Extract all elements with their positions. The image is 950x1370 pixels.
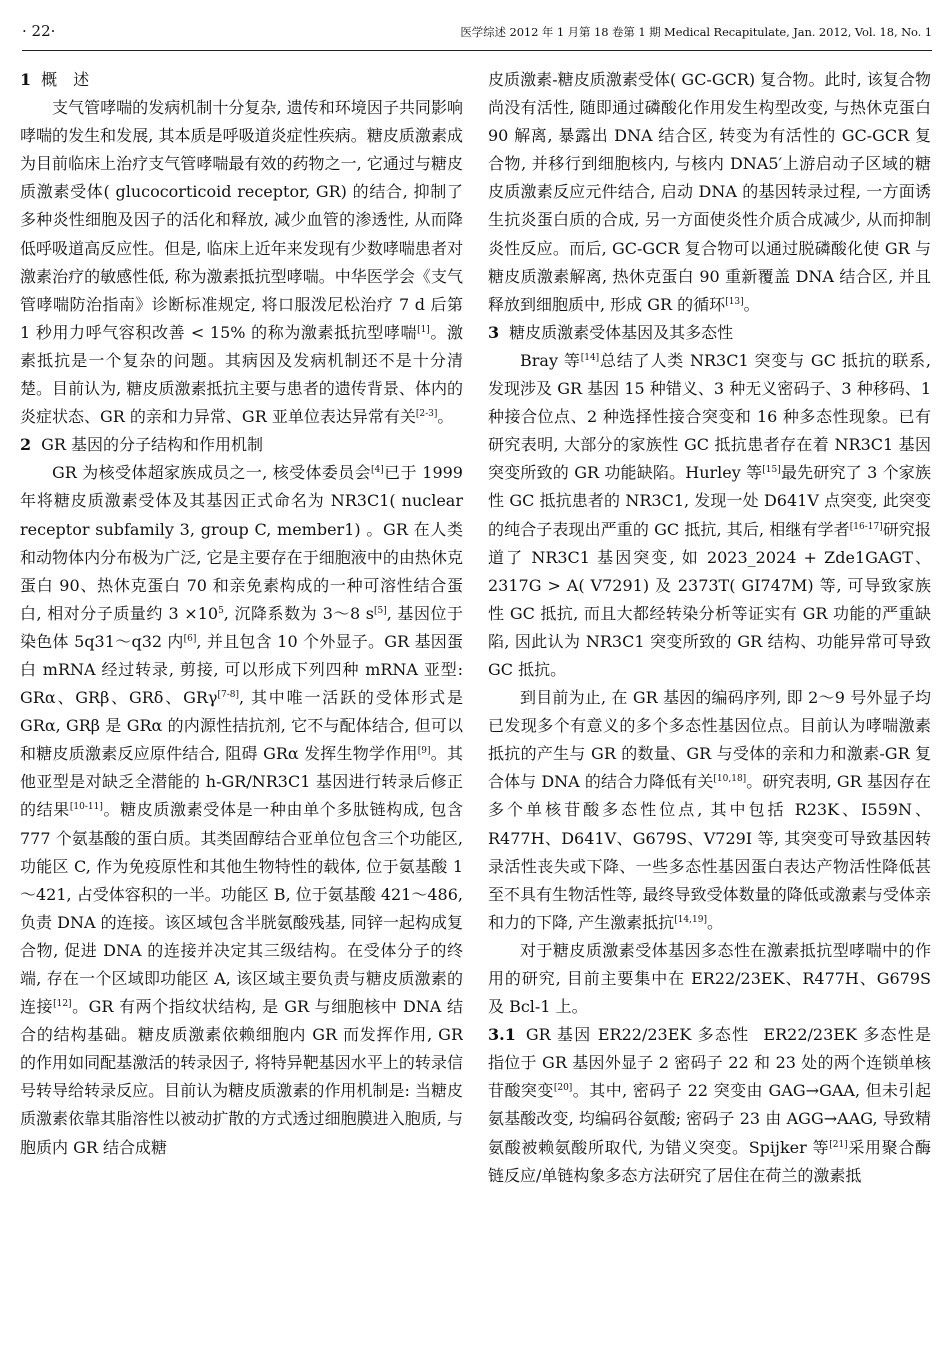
exponent: 5 — [218, 605, 224, 616]
paragraph: GR 为核受体超家族成员之一, 核受体委员会[4]已于 1999 年将糖皮质激素受体及其基因正式命名为 NR3C1( nuclear receptor subfamily 3, group C, member1) 。GR 在人类和动物体内分布极为广泛, 它是主要存在于细胞液中的由热休克蛋白 90、热休克蛋白 70 和亲免素构成的一种可溶性结合蛋白, 相对分子质量约 $3 \times 10^5$, 沉降系数为 3～8 s[5], 基因位于染色体 5q31～q32 内[6], 并且包含 10 个外显子。GR 基因蛋白 mRNA 经过转录, 剪接, 可以形成下列四种 mRNA 亚型: GRα、GRβ、GRδ、GRγ[7-8], 其中唯一活跃的受体形式是 GRα, GRβ 是 GRα 的内源性拮抗剂, 它不与配体结合, 但可以和糖皮质激素反应原件结合, 阻碍 GRα 发挥生物学作用[9]。其他亚型是对缺乏全潜能的 h-GR/NR3C1 基因进行转录后修正的结果[10-11]。糖皮质激素受体是一种由单个多肽链构成, 包含 777 个氨基酸的蛋白质。其类固醇结合亚单位包含三个功能区, 功能区 C, 作为免疫原性和其他生物特性的载体, 位于氨基酸 1～421, 占受体容积的一半。功能区 B, 位于氨基酸 421～486, 负责 DNA 的连接。该区域包含半胱氨酸残基, 同锌一起构成复合物, 促进 DNA 的连接并决定其三级结构。在受体分子的终端, 存在一个区域即功能区 A, 该区域主要负责与糖皮质激素的连接[12]。GR 有两个指纹状结构, 是 GR 与细胞核中 DNA 结合的结构基础。糖皮质激素依赖细胞内 GR 而发挥作用, GR 的作用如同配基激活的转录因子, 将特异靶基因水平上的转录信号转导给转录反应。目前认为糖皮质激素的作用机制是: 当糖皮质激素依靠其脂溶性以被动扩散的方式透过细胞膜进入胞质, 与胞质内 GR 结合成糖 — [20, 463, 463, 1157]
citation: [14,19] — [674, 914, 707, 925]
section-3-heading — [488, 319, 931, 347]
section-2-heading — [20, 431, 463, 459]
section-number: 2 — [20, 435, 32, 455]
citation: [5] — [373, 605, 387, 616]
citation: [16-17] — [849, 521, 883, 532]
paragraph: 对于糖皮质激素受体基因多态性在激素抵抗型哮喘中的作用的研究, 目前主要集中在 ER22/23EK、R477H、G679S 及 Bcl-1 上。 — [488, 940, 931, 1017]
section-title: 糖皮质激素受体基因及其多态性 — [509, 322, 734, 342]
citation: [2-3] — [415, 409, 438, 420]
page-header — [22, 18, 932, 51]
section-1-heading — [20, 66, 463, 94]
citation: [7-8] — [217, 690, 239, 701]
right-column — [488, 66, 931, 1356]
citation: [15] — [762, 465, 781, 476]
citation: [12] — [53, 999, 72, 1010]
citation: [9] — [417, 746, 431, 757]
citation: [21] — [829, 1139, 848, 1150]
citation: [4] — [370, 465, 384, 476]
page-number: · 22· — [22, 22, 56, 40]
citation: [13] — [725, 296, 744, 307]
subsection-title: GR 基因 ER22/23EK 多态性 — [525, 1025, 750, 1045]
paragraph: 到目前为止, 在 GR 基因的编码序列, 即 2～9 号外显子均已发现多个有意义的多个多态性基因位点。目前认为哮喘激素抵抗的产生与 GR 的数量、GR 与受体的亲和力和激素-GR 复合体与 DNA 的结合力降低有关[10,18]。研究表明, GR 基因存在多个单核苷酸多态性位点, 其中包括 R23K、I559N、R477H、D641V、G679S、V729I 等, 其突变可导致基因转录活性丧失或下降、一些多态性基因蛋白表达产物活性降低甚至不具有生物活性等, 最终导致受体数量的降低或激素与受体亲和力的下降, 产生激素抵抗[14,19]。 — [488, 688, 931, 932]
paragraph-continued: 皮质激素-糖皮质激素受体( GC-GCR) 复合物。此时, 该复合物尚没有活性, 随即通过磷酸化作用发生构型改变, 与热休克蛋白 90 解离, 暴露出 DNA 结合区, 转变为有活性的 GC-GCR 复合物, 并移行到细胞核内, 与核内 DNA5′上游启动子区域的糖皮质激素反应元件结合, 启动 DNA 的基因转录过程, 一方面诱生抗炎蛋白质的合成, 另一方面使炎性介质合成减少, 从而抑制炎性反应。而后, GC-GCR 复合物可以通过脱磷酸化使 GR 与糖皮质激素解离, 热休克蛋白 90 重新覆盖 DNA 结合区, 并且释放到细胞质中, 形成 GR 的循环[13]。 — [488, 70, 931, 314]
section-number: 3 — [488, 322, 500, 342]
citation: [10,18] — [713, 774, 747, 785]
subsection-3-1-heading: 3.1 GR 基因 ER22/23EK 多态性 ER22/23EK 多态性是指位于 GR 基因外显子 2 密码子 22 和 23 处的两个连锁单核苷酸突变[20]。其中, 密码子 22 突变由 GAG→GAA, 但未引起氨基酸改变, 均编码谷氨酸; 密码子 23 由 AGG→AAG, 导致精氨酸被赖氨酸所取代, 为错义突变。Spijker 等[21]采用聚合酶链反应/单链构象多态方法研究了居住在荷兰的激素抵 — [488, 1025, 931, 1185]
citation: [10-11] — [69, 802, 103, 813]
citation: [20] — [553, 1083, 573, 1094]
citation: [1] — [417, 324, 430, 335]
paragraph: 支气管哮喘的发病机制十分复杂, 遗传和环境因子共同影响哮喘的发生和发展, 其本质是呼吸道炎症性疾病。糖皮质激素成为目前临床上治疗支气管哮喘最有效的药物之一, 它通过与糖皮质激素受体( glucocorticoid receptor, GR) 的结合, 抑制了多种炎性细胞及因子的活化和释放, 减少血管的渗透性, 从而降低呼吸道高反应性。但是, 临床上近年来发现有少数哮喘患者对激素治疗的敏感性低, 称为激素抵抗型哮喘。中华医学会《支气管哮喘防治指南》诊断标准规定, 将口服泼尼松治疗 7 d 后第 1 秒用力呼气容积改善 < 15% 的称为激素抵抗型哮喘[1]。激素抵抗是一个复杂的问题。其病因及发病机制还不是十分清楚。目前认为, 糖皮质激素抵抗主要与患者的遗传背景、体内的炎症状态、GR 的亲和力异常、GR 亚单位表达异常有关[2-3]。 — [20, 98, 463, 427]
left-column — [20, 66, 463, 1356]
section-title: GR 基因的分子结构和作用机制 — [41, 435, 264, 455]
subsection-number: 3.1 — [488, 1025, 516, 1045]
citation: [6] — [183, 633, 197, 644]
paragraph: Bray 等[14]总结了人类 NR3C1 突变与 GC 抵抗的联系, 发现涉及 GR 基因 15 种错义、3 种无义密码子、3 种移码、1 种接合位点、2 种选择性接合突变和 16 种多态性现象。已有研究表明, 大部分的家族性 GC 抵抗患者存在着 NR3C1 基因突变所致的 GR 功能缺陷。Hurley 等[15]最先研究了 3 个家族性 GC 抵抗患者的 NR3C1, 发现一处 D641V 点突变, 此突变的纯合子表现出严重的 GC 抵抗, 其后, 相继有学者[16-17]研究报道了 NR3C1 基因突变, 如 2023_2024 + Zde1GAGT、2317G > A( V7291) 及 2373T( GI747M) 等, 可导致家族性 GC 抵抗, 而且大都经转染分析等证实有 GR 功能的严重缺陷, 因此认为 NR3C1 突变所致的 GR 结构、功能异常可导致 GC 抵抗。 — [488, 350, 931, 679]
running-head: 医学综述 2012 年 1 月第 18 卷第 1 期 Medical Recapitulate, Jan. 2012, Vol. 18, No. 1 — [460, 25, 932, 39]
section-title: 概 述 — [41, 70, 90, 89]
section-number: 1 — [20, 70, 32, 89]
citation: [14] — [580, 352, 600, 363]
